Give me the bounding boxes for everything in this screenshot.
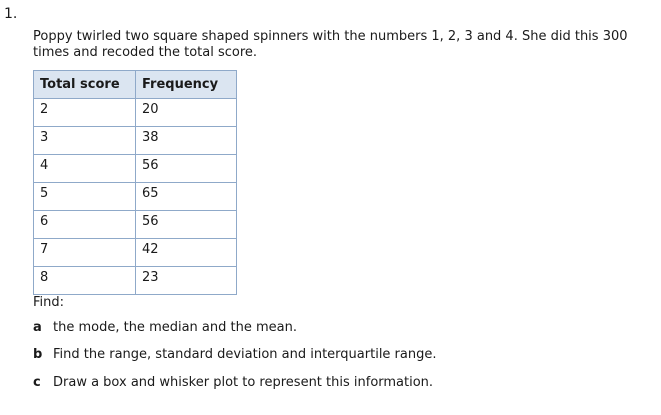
question-number: 1.	[4, 6, 18, 22]
part-c-text: Draw a box and whisker plot to represent this information.	[53, 375, 434, 390]
table-header-row	[34, 71, 237, 99]
total-score-cell: 6	[34, 211, 136, 239]
frequency-cell: 56	[136, 211, 237, 239]
total-score-cell: 4	[34, 155, 136, 183]
part-a-letter: a	[33, 320, 42, 335]
frequency-table	[33, 70, 237, 295]
table-row	[34, 99, 237, 127]
part-c	[33, 375, 433, 390]
table-row	[34, 239, 237, 267]
question-intro: Poppy twirled two square shaped spinners with the numbers 1, 2, 3 and 4. She did this 300 times and recoded the total score.	[33, 29, 628, 60]
table-row	[34, 127, 237, 155]
total-score-cell: 2	[34, 99, 136, 127]
frequency-cell: 23	[136, 267, 237, 295]
total-score-cell: 7	[34, 239, 136, 267]
part-b-text: Find the range, standard deviation and interquartile range.	[53, 347, 437, 362]
part-b-letter: b	[33, 347, 43, 362]
total-score-cell: 8	[34, 267, 136, 295]
frequency-cell: 42	[136, 239, 237, 267]
find-label: Find:	[33, 295, 65, 310]
frequency-cell: 56	[136, 155, 237, 183]
table-row	[34, 267, 237, 295]
part-c-letter: c	[33, 375, 41, 390]
frequency-cell: 20	[136, 99, 237, 127]
part-b	[33, 347, 437, 362]
total-score-cell: 3	[34, 127, 136, 155]
part-a	[33, 320, 297, 335]
table-row	[34, 155, 237, 183]
total-score-cell: 5	[34, 183, 136, 211]
frequency-cell: 38	[136, 127, 237, 155]
frequency-cell: 65	[136, 183, 237, 211]
header-total-score: Total score	[34, 71, 136, 99]
table-row	[34, 211, 237, 239]
table-row	[34, 183, 237, 211]
part-a-text: the mode, the median and the mean.	[53, 320, 297, 335]
header-frequency: Frequency	[136, 71, 237, 99]
